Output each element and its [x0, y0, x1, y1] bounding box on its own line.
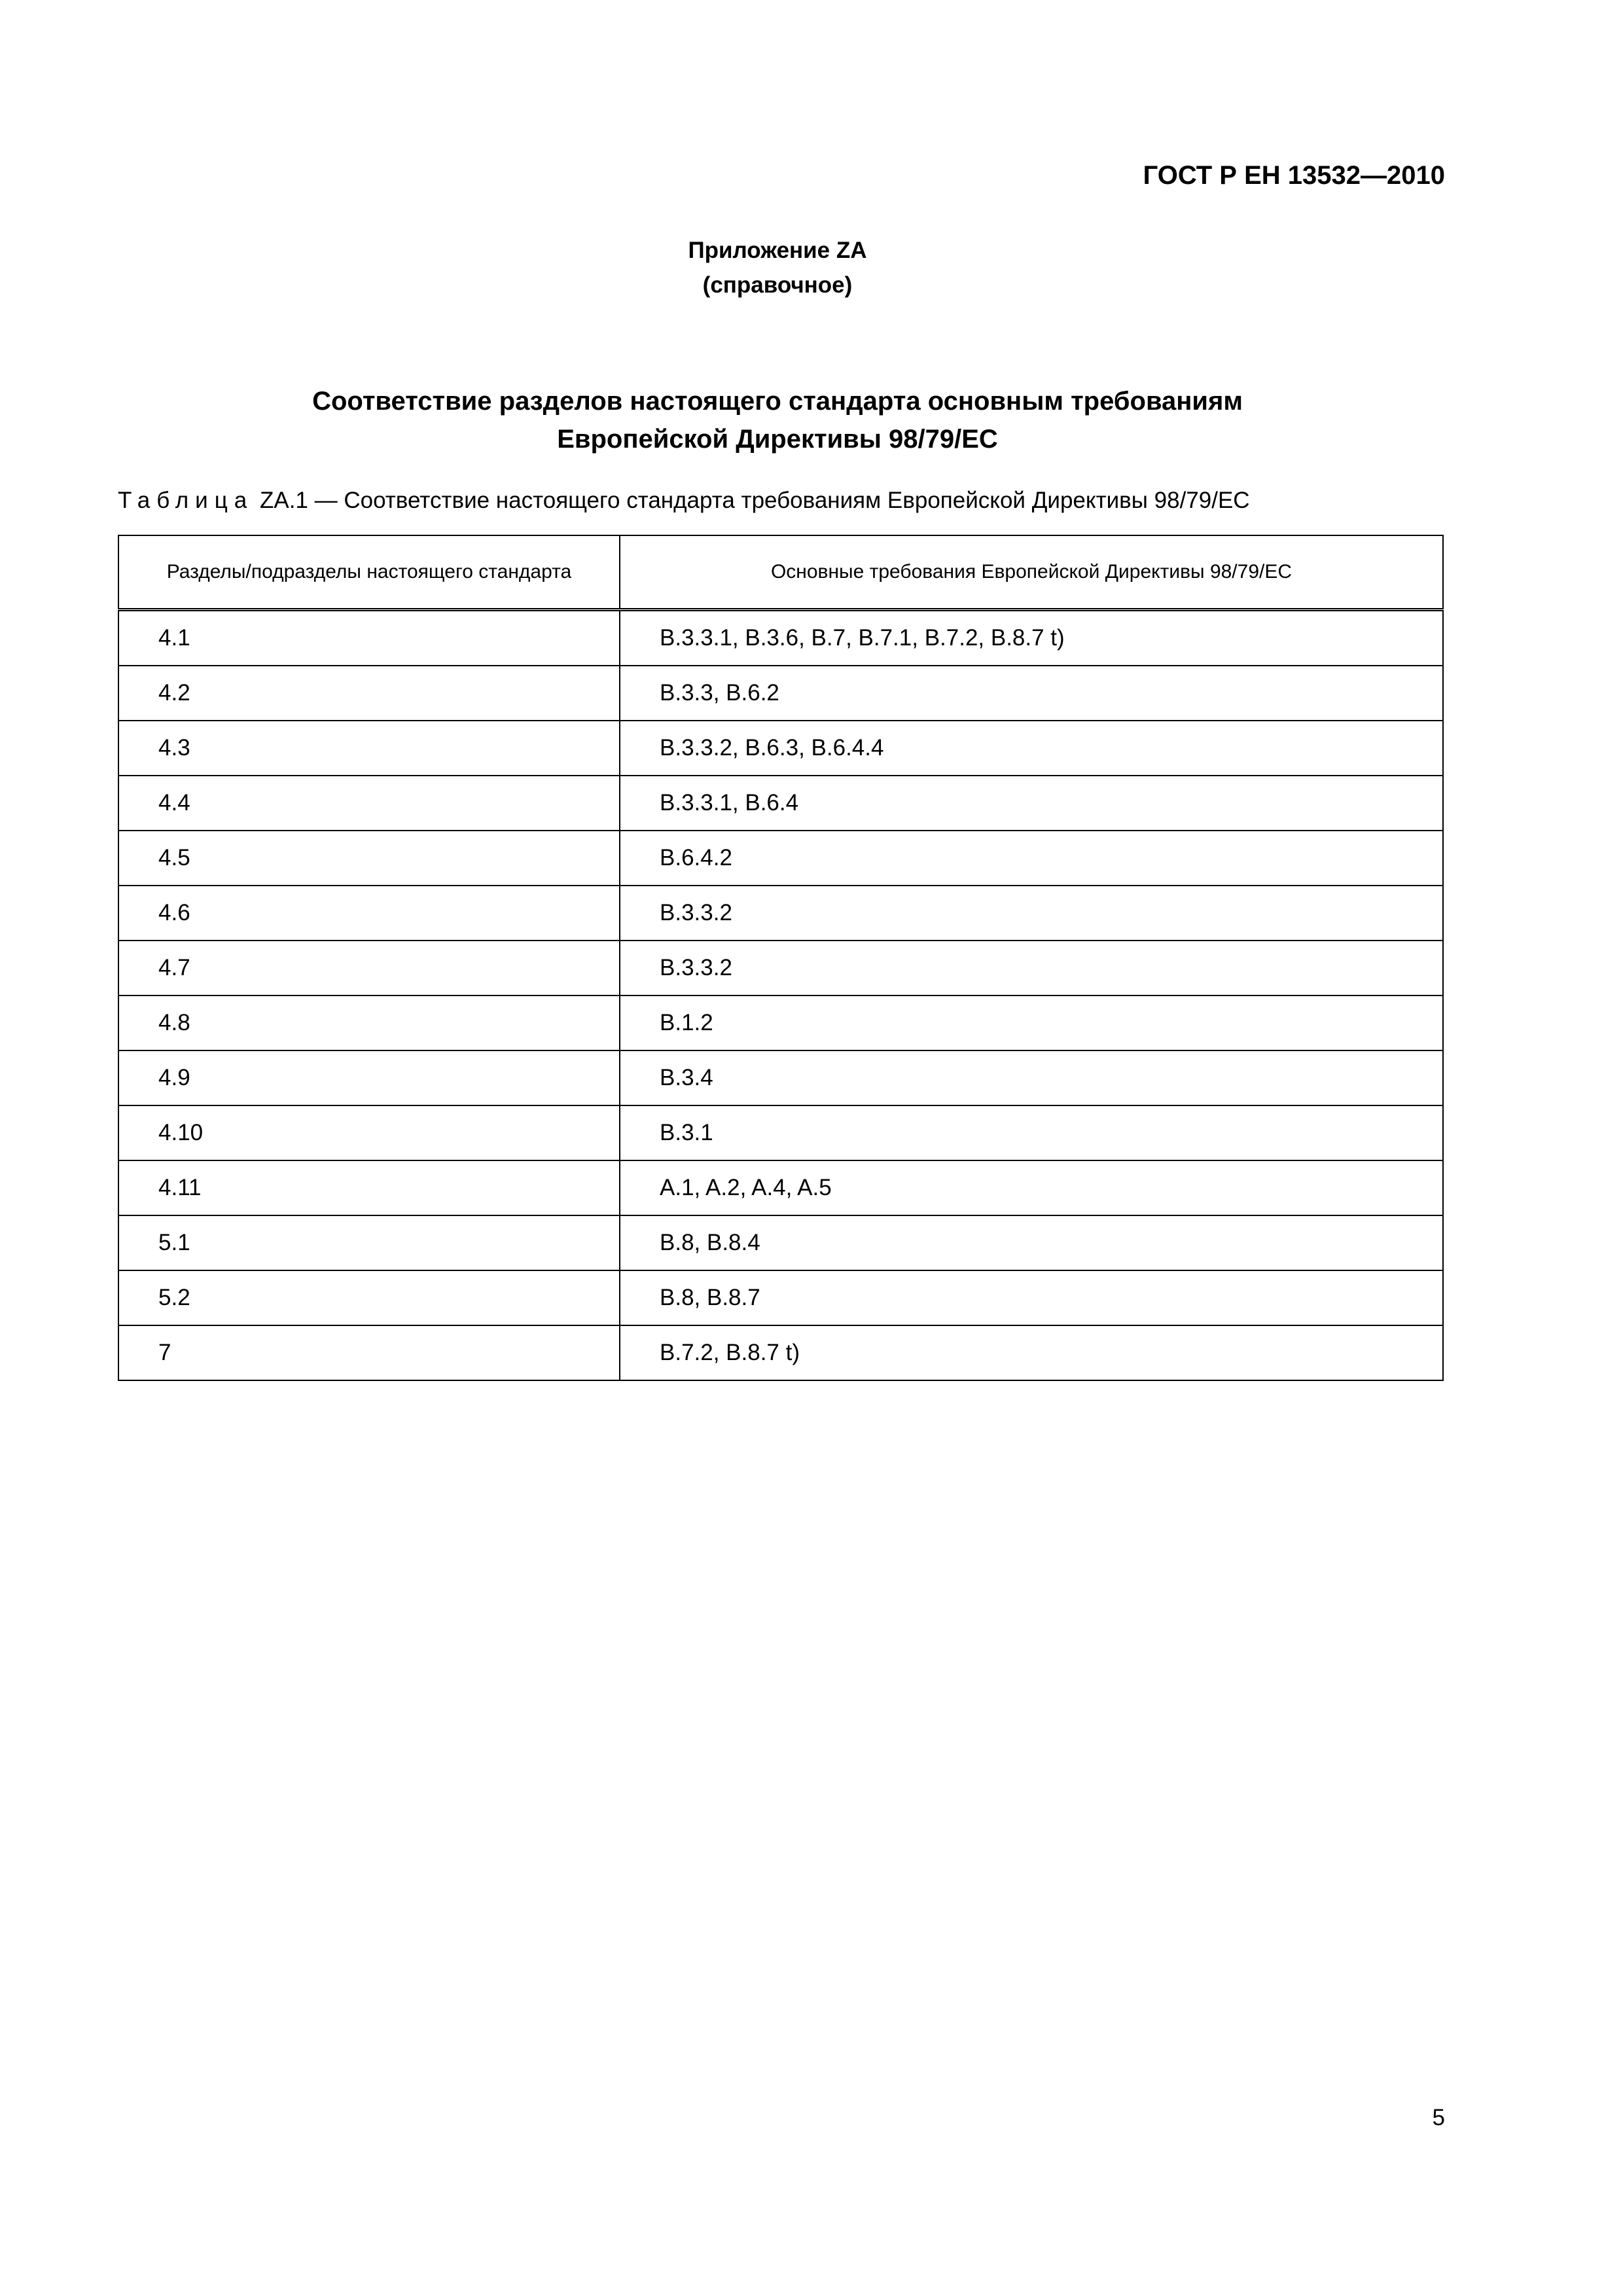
requirement-cell: B.8, B.8.7 — [620, 1270, 1443, 1325]
section-heading-line-1: Соответствие разделов настоящего стандарта основным требованиям — [312, 387, 1243, 416]
section-heading — [0, 382, 1555, 458]
section-cell: 4.9 — [118, 1050, 620, 1105]
table-row — [118, 886, 1443, 941]
requirement-cell: B.3.3.1, B.3.6, B.7, B.7.1, B.7.2, B.8.7 t) — [620, 610, 1443, 666]
page-number: 5 — [1432, 2105, 1445, 2130]
section-heading-line-2: Европейской Директивы 98/79/ЕС — [557, 425, 998, 454]
requirement-cell: B.3.3.2 — [620, 886, 1443, 941]
section-cell: 7 — [118, 1325, 620, 1380]
section-cell: 4.2 — [118, 666, 620, 721]
section-cell: 4.7 — [118, 941, 620, 996]
section-cell: 5.1 — [118, 1215, 620, 1270]
annex-status: (справочное) — [702, 272, 853, 298]
table-row — [118, 1050, 1443, 1105]
table-row — [118, 1215, 1443, 1270]
table-row — [118, 831, 1443, 886]
requirement-cell: B.1.2 — [620, 996, 1443, 1050]
table-row — [118, 721, 1443, 776]
table-caption — [118, 488, 1250, 514]
column-header-sections: Разделы/подразделы настоящего стандарта — [118, 535, 620, 610]
section-cell: 4.3 — [118, 721, 620, 776]
table-row — [118, 1160, 1443, 1215]
section-cell: 4.5 — [118, 831, 620, 886]
section-cell: 4.8 — [118, 996, 620, 1050]
table-header-row — [118, 535, 1443, 610]
requirement-cell: B.3.3.2 — [620, 941, 1443, 996]
table-row — [118, 666, 1443, 721]
table-row — [118, 1105, 1443, 1160]
table-row — [118, 776, 1443, 831]
table-row — [118, 1325, 1443, 1380]
section-cell: 4.4 — [118, 776, 620, 831]
requirement-cell: B.8, B.8.4 — [620, 1215, 1443, 1270]
requirement-cell: A.1, A.2, A.4, A.5 — [620, 1160, 1443, 1215]
correspondence-table — [118, 535, 1444, 1381]
column-header-requirements: Основные требования Европейской Директивы 98/79/ЕС — [620, 535, 1443, 610]
annex-block — [0, 233, 1555, 302]
requirement-cell: B.3.3, B.6.2 — [620, 666, 1443, 721]
table-row — [118, 1270, 1443, 1325]
section-cell: 4.1 — [118, 610, 620, 666]
requirement-cell: B.3.3.2, B.6.3, B.6.4.4 — [620, 721, 1443, 776]
table-caption-label: Таблица — [118, 488, 254, 513]
annex-title: Приложение ZA — [688, 238, 867, 263]
section-cell: 4.10 — [118, 1105, 620, 1160]
requirement-cell: B.6.4.2 — [620, 831, 1443, 886]
table-row — [118, 941, 1443, 996]
requirement-cell: B.3.4 — [620, 1050, 1443, 1105]
section-cell: 4.11 — [118, 1160, 620, 1215]
document-code: ГОСТ Р ЕН 13532—2010 — [1143, 161, 1445, 190]
requirement-cell: B.3.3.1, B.6.4 — [620, 776, 1443, 831]
requirement-cell: B.3.1 — [620, 1105, 1443, 1160]
requirement-cell: B.7.2, B.8.7 t) — [620, 1325, 1443, 1380]
table-caption-text: ZA.1 — Соответствие настоящего стандарта требованиям Европейской Директивы 98/79/ЕС — [259, 488, 1250, 513]
table-row — [118, 996, 1443, 1050]
section-cell: 4.6 — [118, 886, 620, 941]
section-cell: 5.2 — [118, 1270, 620, 1325]
table-row — [118, 610, 1443, 666]
